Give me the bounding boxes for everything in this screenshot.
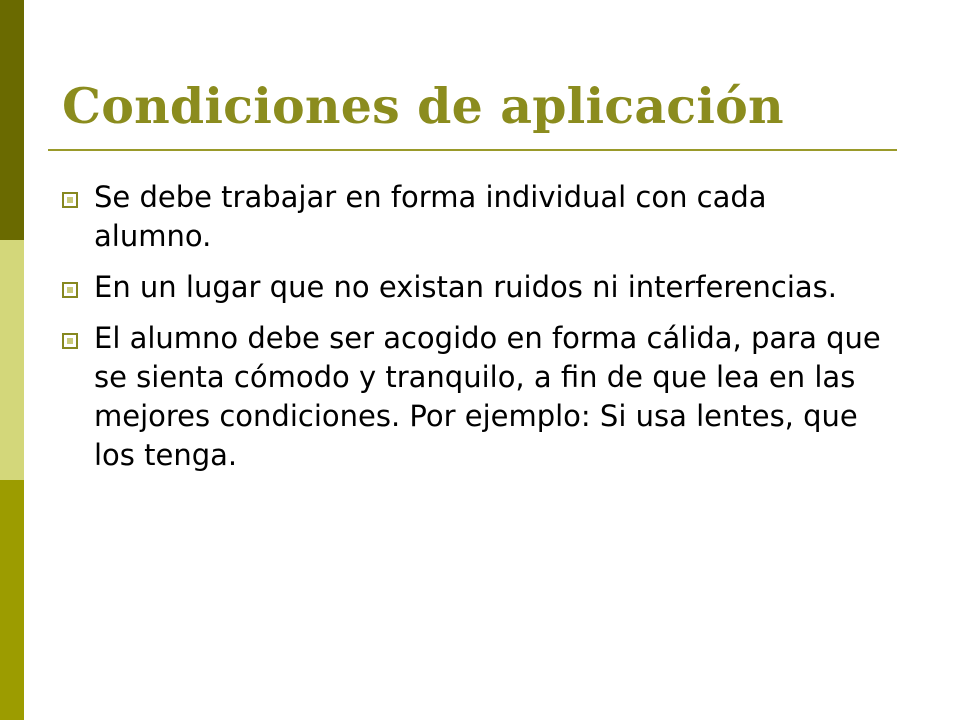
bullet-text: En un lugar que no existan ruidos ni interferencias. — [94, 270, 837, 304]
square-bullet-icon — [62, 192, 78, 208]
title-divider — [48, 149, 897, 151]
slide-title: Condiciones de aplicación — [62, 77, 784, 135]
bullet-text: El alumno debe ser acogido en forma cálida, para que se sienta cómodo y tranquilo, a fin de que lea en las mejores condiciones. Por ejemplo: Si usa lentes, que los tenga. — [94, 321, 881, 472]
bullet-item — [62, 268, 882, 307]
bullet-item — [62, 178, 882, 256]
side-accent-bottom — [0, 480, 24, 720]
bullet-text: Se debe trabajar en forma individual con cada alumno. — [94, 180, 767, 253]
square-bullet-icon — [62, 333, 78, 349]
square-bullet-icon — [62, 282, 78, 298]
side-accent-bar — [0, 0, 24, 720]
side-accent-top — [0, 0, 24, 240]
bullet-item — [62, 319, 882, 475]
side-accent-middle — [0, 240, 24, 480]
bullet-list — [62, 178, 882, 487]
